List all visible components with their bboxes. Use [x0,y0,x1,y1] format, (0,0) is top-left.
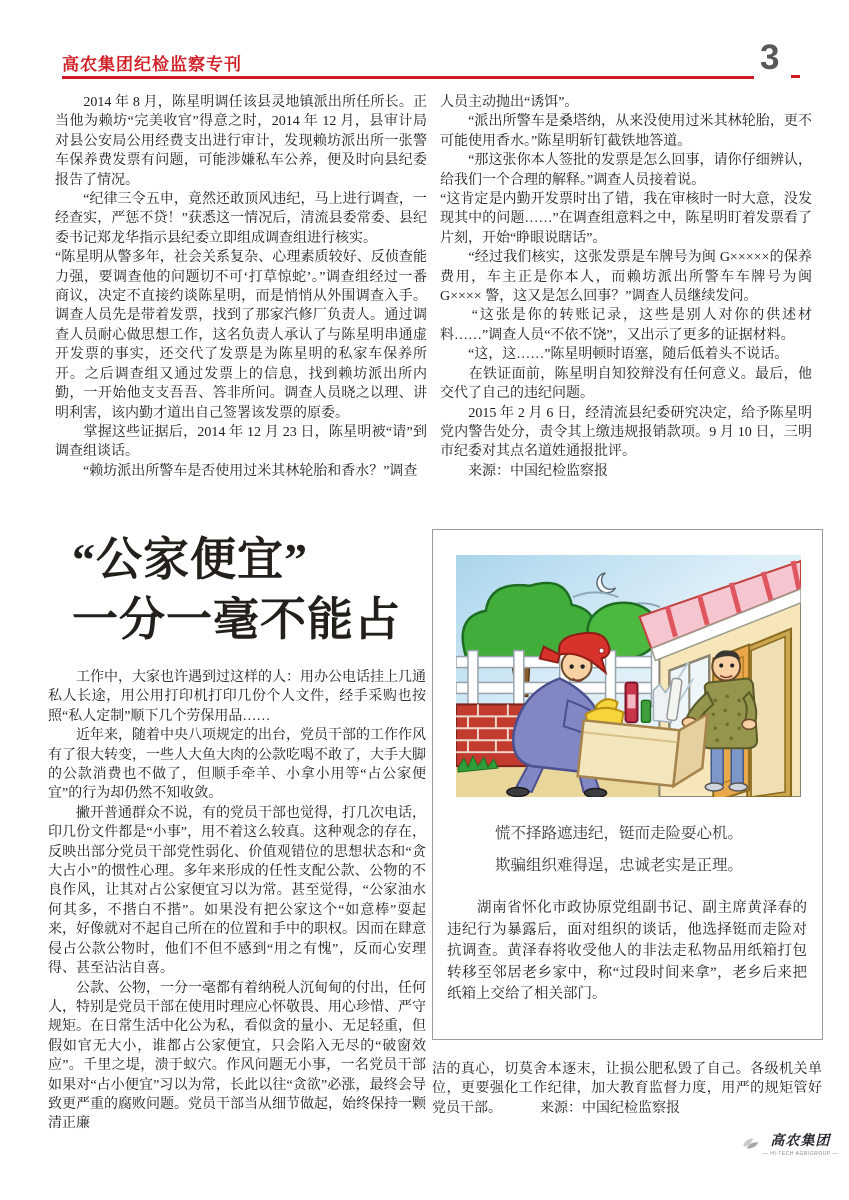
source-credit: 来源：中国纪检监察报 [540,1100,680,1116]
article2-headline [72,530,442,650]
paragraph: 2015 年 2 月 6 日，经清流县纪委研究决定，给予陈星明党内警告处分，责令其上缴违规报销款项。9 月 10 日，三明市纪委对其点名道姓通报批评。 [440,405,812,460]
paragraph: 在铁证面前，陈星明自知狡辩没有任何意义。最后，他交代了自己的违纪问题。 [440,366,812,402]
caption-line: 慌不择路遮违纪，铤而走险耍心机。 [495,825,744,842]
cartoon-box-paragraph [447,898,807,1006]
paragraph: 湖南省怀化市政协原党组副书记、副主席黄泽春的违纪行为暴露后，面对组织的谈话，他选择铤而走险对抗调查。黄泽春将收受他人的非法走私物品用纸箱打包转移至邻居老乡家中，称“过段时间来拿”，老乡后来把纸箱上交给了相关部门。 [447,900,807,1003]
company-logo [742,1130,838,1157]
article1-left-column [55,93,427,481]
paragraph: “纪律三令五申，竟然还敢顶风违纪，马上进行调查，一经查实，严惩不贷！”获悉这一情况后，清流县委常委、县纪委书记郑龙华指示县纪委立即组成调查组进行核实。 [55,192,427,246]
cartoon-caption [495,818,795,882]
logo-subtitle: — HI-TECH AGRIGROUP — [762,1151,838,1157]
masthead-title: 高农集团纪检监察专刊 [62,55,242,74]
paragraph: 撇开普通群众不说，有的党员干部也觉得，打几次电话，印几份文件都是“小事”，用不着这么较真。这种观念的存在，反映出部分党员干部党性弱化、价值观错位的思想状态和“贪大占小”的惯性心理。多年来形成的任性支配公款、公物的不良作风，让其对占公家便宜习以为常。甚至觉得，“公家油水何其多，不揩白不揩”。如果没有把公家这个“如意棒”耍起来，好像就对不起自己所在的位置和手中的职权。因而在肆意侵占公款公物时，他们不但不感到“用之有愧”，反而心安理得、甚至沾沾自喜。 [48,805,426,977]
cartoon-box [432,529,823,1040]
article2-column [48,668,426,1134]
article1-right-column [440,93,812,481]
cartoon-illustration [456,555,801,797]
paragraph: “这肯定是内勤开发票时出了错，我在审核时一时大意，没发现其中的问题……”在调查组意料之中，陈星明盯着发票看了片刻，开始“睁眼说瞎话”。 [440,192,812,246]
paragraph: 工作中，大家也许遇到过这样的人：用办公电话挂上几通私人长途，用公用打印机打印几份个人文件，经手采购也按照“私人定制”顺下几个劳保用品…… [48,670,426,724]
page-number: 3 [760,38,780,77]
paragraph: 2014 年 8 月，陈星明调任该县灵地镇派出所任所长。正当他为赖坊“完美收官”得意之时，2014 年 12 月，县审计局对县公安局公用经费支出进行审计，发现赖坊派出所一张警车保养费发票有问题，可能涉嫌私车公养，便及时向县纪委报告了情况。 [55,95,427,188]
paragraph: 公款、公物，一分一毫都有着纳税人沉甸甸的付出，任何人，特别是党员干部在使用时理应心怀敬畏、用心珍惜、严守规矩。在日常生活中化公为私，看似贪的量小、无足轻重，但假如官无大小，谁都占公家便宜，只会陷入无尽的“破窗效应”。千里之堤，溃于蚁穴。作风问题无小事，一名党员干部如果对“占小便宜”习以为常，长此以往“贪欲”必涨，最终会导致更严重的腐败问题。党员干部当从细节做起，始终保持一颗清正廉 [48,980,426,1132]
paragraph: “陈星明从警多年，社会关系复杂、心理素质较好、反侦查能力强，要调查他的问题切不可‘打草惊蛇’。”调查组经过一番商议，决定不直接约谈陈星明，而是悄悄从外围调查入手。调查人员先是带着发票，找到了那家汽修厂负责人。通过调查人员耐心做思想工作，这名负责人承认了与陈星明串通虚开发票的事实，还交代了发票是为陈星明的私家车保养所开。之后调查组又通过发票上的信息，找到赖坊派出所内勤，一开始他支支吾吾、答非所问。调查人员晓之以理、讲明利害，该内勤才道出自己签署该发票的原委。 [55,250,427,421]
page-number-dash [791,75,800,78]
masthead-rule [62,76,754,79]
paragraph: “经过我们核实，这张发票是车牌号为闽 G×××××的保养费用，车主正是你本人，而赖坊派出所警车车牌号为闽 G×××× 警，这又是怎么回事？”调查人员继续发问。 [440,250,812,305]
paragraph: “这张是你的转账记录，这些是别人对你的供述材料……”调查人员“不依不饶”，又出示了更多的证据材料。 [440,308,812,343]
paragraph: 掌握这些证据后，2014 年 12 月 23 日，陈星明被“请”到调查组谈话。 [55,424,427,460]
paragraph: “派出所警车是桑塔纳，从来没使用过米其林轮胎，更不可能使用香水。”陈星明斩钉截铁地答道。 [440,114,812,149]
leaf-logo-icon [742,1133,760,1153]
paragraph: 近年来，随着中央八项规定的出台，党员干部的工作作风有了很大转变，一些人大鱼大肉的公款吃喝不敢了，大手大脚的公款消费也不做了，但顺手牵羊、小拿小用等“占公家便宜”的行为却仍然不知收敛。 [48,728,426,802]
headline-line1: “公家便宜” [72,534,308,585]
cartoon-svg [456,555,801,797]
paragraph: 来源：中国纪检监察报 [440,463,608,479]
logo-name: 高农集团 [770,1132,831,1148]
paragraph: “这，这……”陈星明顿时语塞，随后低着头不说话。 [440,347,789,363]
article2-continuation-column [432,1060,822,1118]
paragraph: “那这张你本人签批的发票是怎么回事，请你仔细辨认，给我们一个合理的解释。”调查人员接着说。 [440,153,812,188]
paragraph: 人员主动抛出“诱饵”。 [440,95,579,110]
paragraph [432,1060,822,1118]
paragraph: “赖坊派出所警车是否使用过米其林轮胎和香水？”调查 [55,463,418,479]
caption-line: 欺骗组织难得逞，忠诚老实是正理。 [495,857,744,874]
headline-line2: 一分一毫不能占 [72,594,401,645]
continuation-text: 洁的真心，切莫舍本逐末，让损公肥私毁了自己。各级机关单位，更要强化工作纪律，加大教育监督力度，用严的规矩管好党员干部。 [432,1062,822,1116]
